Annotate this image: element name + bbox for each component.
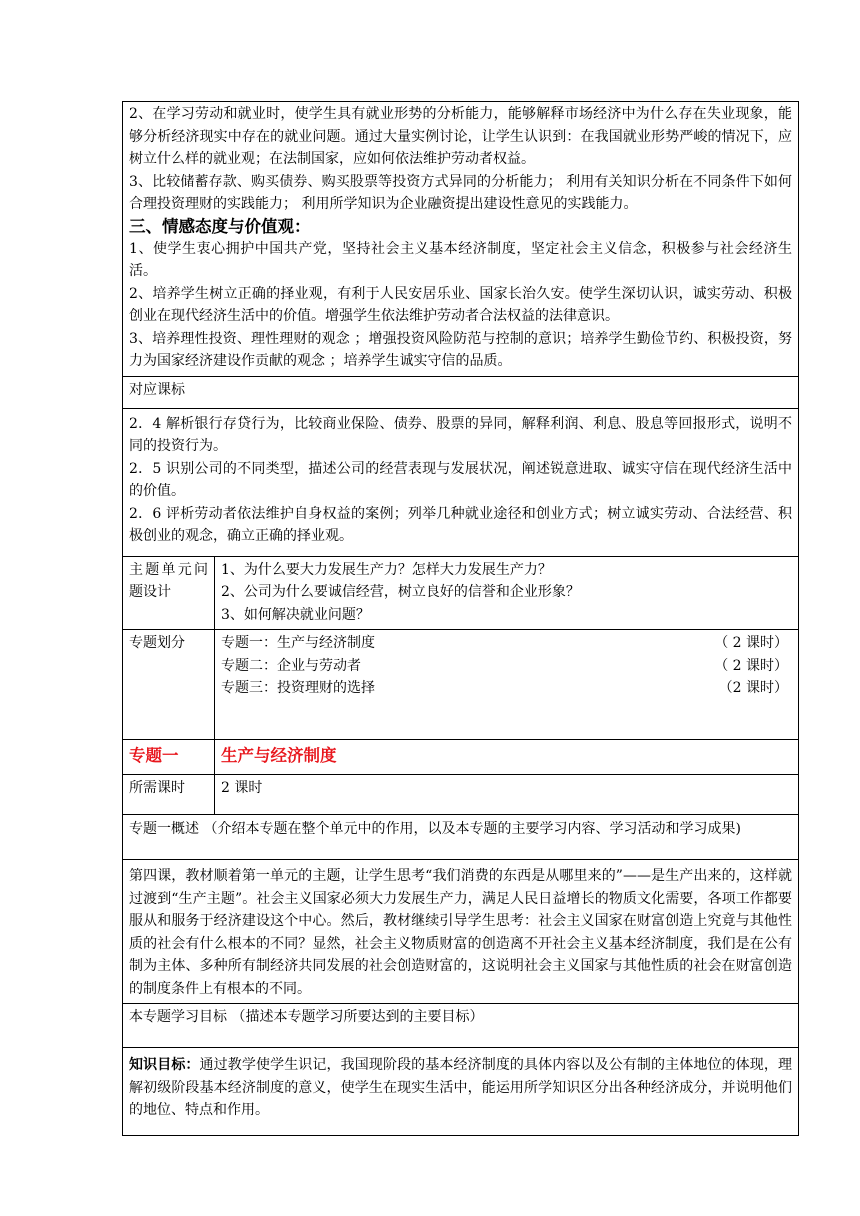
topic1-title xyxy=(215,740,799,775)
standard-item: 2．4 解析银行存贷行为，比较商业保险、债券、股票的异同，解释利润、利息、股息等回报形式，说明不同的投资行为。 xyxy=(129,415,792,454)
knowledge-text: 通过教学使学生识记，我国现阶段的基本经济制度的具体内容以及公有制的主体地位的体现，理解初级阶段基本经济制度的意义，使学生在现实生活中，能运用所学知识区分出各种经济成分，并说明他们的地位、特点和作用。 xyxy=(129,1057,793,1118)
overview-content-row xyxy=(123,860,799,1004)
standards-cell xyxy=(123,408,799,556)
knowledge-cell xyxy=(123,1048,799,1136)
topic-name: 专题二：企业与劳动者 xyxy=(221,657,361,674)
value-paragraph: 1、使学生衷心拥护中国共产党，坚持社会主义基本经济制度，坚定社会主义信念，积极参与社会经济生活。 xyxy=(129,240,792,279)
goals-cell xyxy=(123,102,799,377)
value-paragraph: 2、培养学生树立正确的择业观，有利于人民安居乐业、国家长治久安。使学生深切认识，诚实劳动、积极创业在现代经济生活中的价值。增强学生依法维护劳动者合法权益的法律意识。 xyxy=(129,285,792,324)
overview-label: 专题一概述 （介绍本专题在整个单元中的作用，以及本专题的主要学习内容、学习活动和学习成果) xyxy=(123,815,799,860)
knowledge-label: 知识目标： xyxy=(129,1057,200,1073)
topic-hours: （2 课时） xyxy=(718,680,788,696)
topic-hours: （ 2 课时） xyxy=(714,657,788,674)
topic1-title-row xyxy=(123,740,799,775)
questions-cell xyxy=(215,556,799,630)
question-item: 3、如何解决就业问题？ xyxy=(221,606,370,623)
overview-text: 第四课，教材顺着第一单元的主题，让学生思考“我们消费的东西是从哪里来的”——是生产出来的，这样就过渡到“生产主题”。社会主义国家必须大力发展生产力，满足人民日益增长的物质文化需要，各项工作都要服从和服务于经济建设这个中心。然后，教材继续引导学生思考：社会主义国家在财富创造上究竟与其他性质的社会有什么根本的不同？显然，社会主义物质财富的创造离不开社会主义基本经济制度，我们是在公有制为主体、多种所有制经济共同发展的社会创造财富的，这说明社会主义国家与其他性质的社会在财富创造的制度条件上有根本的不同。 xyxy=(123,860,799,1004)
questions-label: 主题单元问题设计 xyxy=(123,556,215,630)
question-item: 1、为什么要大力发展生产力？怎样大力发展生产力？ xyxy=(221,561,552,578)
topic-item xyxy=(221,655,792,678)
hours-row xyxy=(123,775,799,815)
question-item: 2、公司为什么要诚信经营，树立良好的信誉和企业形象？ xyxy=(221,584,580,600)
hours-label: 所需课时 xyxy=(123,775,215,815)
topic-item xyxy=(221,677,792,700)
standards-label-row xyxy=(123,376,799,408)
knowledge-row xyxy=(123,1048,799,1136)
overview-label-row xyxy=(123,815,799,860)
topics-cell xyxy=(215,630,799,740)
section-heading: 三、情感态度与价值观： xyxy=(129,216,311,236)
topics-row xyxy=(123,630,799,740)
topic-goals-label: 本专题学习目标 （描述本专题学习所要达到的主要目标） xyxy=(123,1004,799,1048)
questions-row xyxy=(123,556,799,630)
topic-item xyxy=(221,632,792,655)
topic1-title-text: 生产与经济制度 xyxy=(221,746,337,765)
goal-paragraph: 2、在学习劳动和就业时，使学生具有就业形势的分析能力，能够解释市场经济中为什么存在失业现象，能够分析经济现实中存在的就业问题。通过大量实例讨论，让学生认识到：在我国就业形势严峻的情况下，应树立什么样的就业观；在法制国家，应如何依法维护劳动者权益。 xyxy=(129,106,792,167)
hours-value: 2 课时 xyxy=(215,775,799,815)
topic1-label-text: 专题一 xyxy=(129,746,179,765)
goals-row xyxy=(123,102,799,377)
topic-name: 专题三：投资理财的选择 xyxy=(221,680,375,696)
standard-item: 2．5 识别公司的不同类型，描述公司的经营表现与发展状况，阐述锐意进取、诚实守信在现代经济生活中的价值。 xyxy=(129,460,792,499)
standards-content-row xyxy=(123,408,799,556)
unit-design-table xyxy=(122,101,799,1136)
standards-label: 对应课标 xyxy=(123,376,799,408)
goals-label-row xyxy=(123,1004,799,1048)
topic1-label xyxy=(123,740,215,775)
standard-item: 2．6 评析劳动者依法维护自身权益的案例；列举几种就业途径和创业方式；树立诚实劳动、合法经营、积极创业的观念，确立正确的择业观。 xyxy=(129,505,792,544)
topic-hours: （ 2 课时） xyxy=(714,635,788,651)
goal-paragraph: 3、比较储蓄存款、购买债券、购买股票等投资方式异同的分析能力； 利用有关知识分析在不同条件下如何合理投资理财的实践能力； 利用所学知识为企业融资提出建设性意见的实践能力。 xyxy=(129,173,792,212)
topics-label: 专题划分 xyxy=(123,630,215,740)
value-paragraph: 3、培养理性投资、理性理财的观念 ；增强投资风险防范与控制的意识；培养学生勤俭节约、积极投资，努力为国家经济建设作贡献的观念 ；培养学生诚实守信的品质。 xyxy=(129,330,792,369)
topic-name: 专题一：生产与经济制度 xyxy=(221,635,375,651)
